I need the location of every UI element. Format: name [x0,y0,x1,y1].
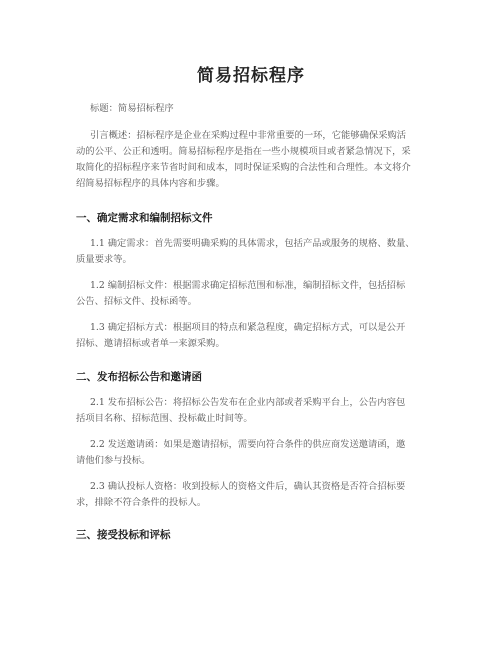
paragraph-line: 1.3 确定招标方式：根据项目的特点和紧急程度，确定招标方式，可以是公开 [90,322,406,333]
intro-line: 动的公平、公正和透明。简易招标程序是指在一些小规模项目或者紧急情况下，采 [76,146,411,157]
paragraph-line: 请他们参与投标。 [76,455,151,466]
paragraph-line: 求，排除不符合条件的投标人。 [76,497,207,508]
paragraph-line: 1.2 编制招标文件：根据需求确定招标范围和标准，编制招标文件，包括招标 [90,280,406,291]
section-heading: 三、接受投标和评标 [76,529,171,541]
paragraph-line: 括项目名称、招标范围、投标截止时间等。 [76,413,253,424]
document-title: 简易招标程序 [197,66,305,86]
intro-line: 绍简易招标程序的具体内容和步骤。 [76,178,225,189]
section-heading: 一、确定需求和编制招标文件 [76,212,213,224]
document-subtitle: 标题：简易招标程序 [90,103,174,114]
paragraph-line: 招标、邀请招标或者单一来源采购。 [76,338,225,349]
intro-line: 取简化的招标程序来节省时间和成本，同时保证采购的合法性和合理性。本文将介 [76,162,411,173]
paragraph-line: 2.2 发送邀请函：如果是邀请招标，需要向符合条件的供应商发送邀请函，邀 [90,439,406,450]
intro-line: 引言概述：招标程序是企业在采购过程中非常重要的一环，它能够确保采购活 [90,130,407,141]
paragraph-line: 公告、招标文件、投标函等。 [76,296,197,307]
paragraph-line: 2.1 发布招标公告：将招标公告发布在企业内部或者采购平台上，公告内容包 [90,397,406,408]
paragraph-line: 质量要求等。 [76,254,132,265]
paragraph-line: 1.1 确定需求：首先需要明确采购的具体需求，包括产品或服务的规格、数量、 [90,238,415,249]
paragraph-line: 2.3 确认投标人资格：收到投标人的资格文件后，确认其资格是否符合招标要 [90,481,406,492]
section-heading: 二、发布招标公告和邀请函 [76,371,202,383]
